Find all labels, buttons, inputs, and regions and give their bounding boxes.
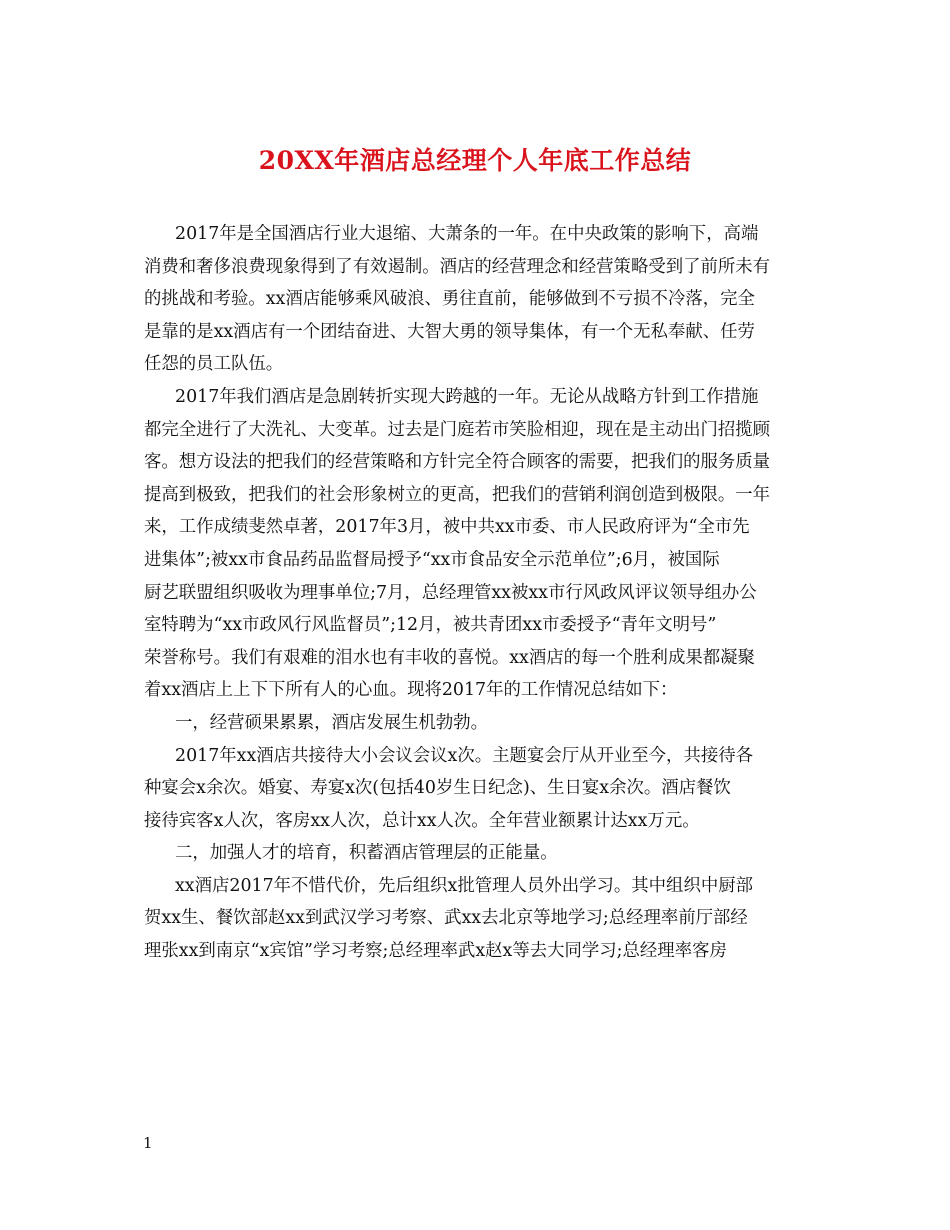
text-line: 都完全进行了大洗礼、大变革。过去是门庭若市笑脸相迎，现在是主动出门招揽顾 — [144, 419, 771, 440]
text-line: 荣誉称号。我们有艰难的泪水也有丰收的喜悦。xx酒店的每一个胜利成果都凝聚 — [144, 647, 755, 668]
document-title: 20XX年酒店总经理个人年底工作总结 — [258, 146, 692, 175]
text-line: 客。想方设法的把我们的经营策略和方针完全符合顾客的需要，把我们的服务质量 — [144, 452, 771, 473]
text-line: 消费和奢侈浪费现象得到了有效遏制。酒店的经营理念和经营策略受到了前所未有 — [144, 256, 771, 277]
text-line: 的挑战和考验。xx酒店能够乘风破浪、勇往直前，能够做到不亏损不冷落，完全 — [144, 289, 755, 310]
text-line: 2017年我们酒店是急剧转折实现大跨越的一年。无论从战略方针到工作措施 — [175, 386, 759, 407]
document-body — [144, 218, 806, 968]
text-line: 贺xx生、餐饮部赵xx到武汉学习考察、武xx去北京等地学习;总经理率前厅部经 — [144, 908, 748, 929]
text-line: 室特聘为“xx市政风行风监督员”;12月，被共青团xx市委授予“青年文明号” — [144, 615, 717, 636]
text-line: 任怨的员工队伍。 — [144, 354, 284, 375]
text-line: 提高到极致，把我们的社会形象树立的更高，把我们的营销利润创造到极限。一年 — [144, 484, 771, 505]
text-line: 一，经营硕果累累，酒店发展生机勃勃。 — [175, 712, 489, 733]
text-line: 2017年是全国酒店行业大退缩、大萧条的一年。在中央政策的影响下，高端 — [175, 224, 759, 244]
text-line: 厨艺联盟组织吸收为理事单位;7月，总经理管xx被xx市行风政风评议领导组办公 — [144, 582, 757, 603]
text-line: 着xx酒店上上下下所有人的心血。现将2017年的工作情况总结如下： — [144, 680, 678, 701]
text-line: 是靠的是xx酒店有一个团结奋进、大智大勇的领导集体，有一个无私奉献、任劳 — [144, 321, 755, 342]
text-line: xx酒店2017年不惜代价，先后组织x批管理人员外出学习。其中组织中厨部 — [175, 875, 754, 896]
text-line: 来，工作成绩斐然卓著，2017年3月，被中共xx市委、市人民政府评为“全市先 — [144, 517, 750, 538]
text-line: 进集体”;被xx市食品药品监督局授予“xx市食品安全示范单位”;6月，被国际 — [144, 549, 720, 570]
text-line: 理张xx到南京“x宾馆”学习考察;总经理率武x赵x等去大同学习;总经理率客房 — [144, 941, 727, 962]
text-line: 二，加强人才的培育，积蓄酒店管理层的正能量。 — [175, 843, 558, 864]
text-line: 接待宾客x人次，客房xx人次，总计xx人次。全年营业额累计达xx万元。 — [144, 810, 700, 831]
page-number: 1 — [143, 1134, 153, 1152]
text-line: 2017年xx酒店共接待大小会议会议x次。主题宴会厅从开业至今，共接待各 — [175, 745, 754, 766]
text-line: 种宴会x余次。婚宴、寿宴x次(包括40岁生日纪念)、生日宴x余次。酒店餐饮 — [144, 778, 731, 799]
